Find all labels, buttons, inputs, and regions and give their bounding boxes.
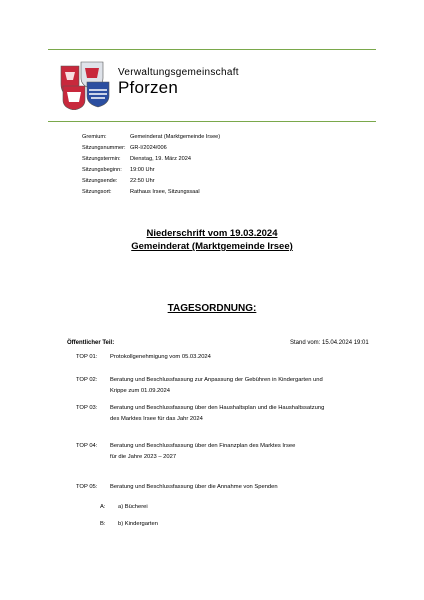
meta-value: Gemeinderat (Marktgemeinde Irsee) (130, 134, 221, 140)
document-title: Niederschrift vom 19.03.2024 (146, 228, 278, 239)
agenda-item-number: TOP 04: (76, 443, 98, 449)
sub-item-letter: B: (100, 521, 106, 527)
agenda-heading: TAGESORDNUNG: (167, 303, 257, 314)
meta-key: Sitzungsnummer: (82, 145, 126, 151)
meta-value: Rathaus Irsee, Sitzungssaal (130, 189, 200, 195)
agenda-item-line: Beratung und Beschlussfassung zur Anpassung der Gebühren in Kindergarten und (110, 377, 323, 383)
coat-of-arms-icon (59, 60, 111, 110)
meta-key: Sitzungsort: (82, 189, 112, 195)
meta-value: GR-I/2024/006 (130, 145, 167, 151)
agenda-item-text (110, 375, 323, 397)
sub-item-text: a) Bücherei (118, 504, 148, 510)
meta-key: Sitzungstermin: (82, 156, 121, 162)
agenda-item-number: TOP 02: (76, 377, 98, 383)
agenda-item-number: TOP 05: (76, 484, 98, 490)
agenda-item-line: Krippe zum 01.09.2024 (110, 388, 170, 394)
agenda-item-line: Protokollgenehmigung vom 05.03.2024 (110, 354, 211, 360)
agenda-item-text (110, 441, 295, 463)
sub-item-letter: A: (100, 504, 106, 510)
agenda-item-line: Beratung und Beschlussfassung über den Haushaltsplan und die Haushaltssatzung (110, 405, 325, 411)
agenda-item-text (110, 403, 324, 425)
meta-value: Dienstag, 19. März 2024 (130, 156, 191, 162)
sub-item-text: b) Kindergarten (118, 521, 158, 527)
org-label: Verwaltungsgemeinschaft (118, 67, 239, 78)
agenda-item-text (110, 482, 278, 493)
meta-value: 19:00 Uhr (130, 167, 155, 173)
meta-key: Gremium: (82, 134, 107, 140)
section-label: Öffentlicher Teil: (67, 340, 115, 346)
stand-timestamp: Stand vom: 15.04.2024 19:01 (290, 340, 369, 346)
document-subtitle: Gemeinderat (Marktgemeinde Irsee) (131, 241, 293, 252)
meta-key: Sitzungsbeginn: (82, 167, 122, 173)
agenda-item-line: des Marktes Irsee für das Jahr 2024 (110, 416, 203, 422)
agenda-item-number: TOP 03: (76, 405, 98, 411)
agenda-item-number: TOP 01: (76, 354, 98, 360)
agenda-item-line: für die Jahre 2023 – 2027 (110, 454, 177, 460)
org-name: Pforzen (118, 78, 178, 97)
agenda-item-line: Beratung und Beschlussfassung über die Annahme von Spenden (110, 484, 278, 490)
meta-value: 22:50 Uhr (130, 178, 155, 184)
agenda-item-line: Beratung und Beschlussfassung über den Finanzplan des Marktes Irsee (110, 443, 296, 449)
agenda-item-text (110, 352, 211, 363)
meta-key: Sitzungsende: (82, 178, 118, 184)
